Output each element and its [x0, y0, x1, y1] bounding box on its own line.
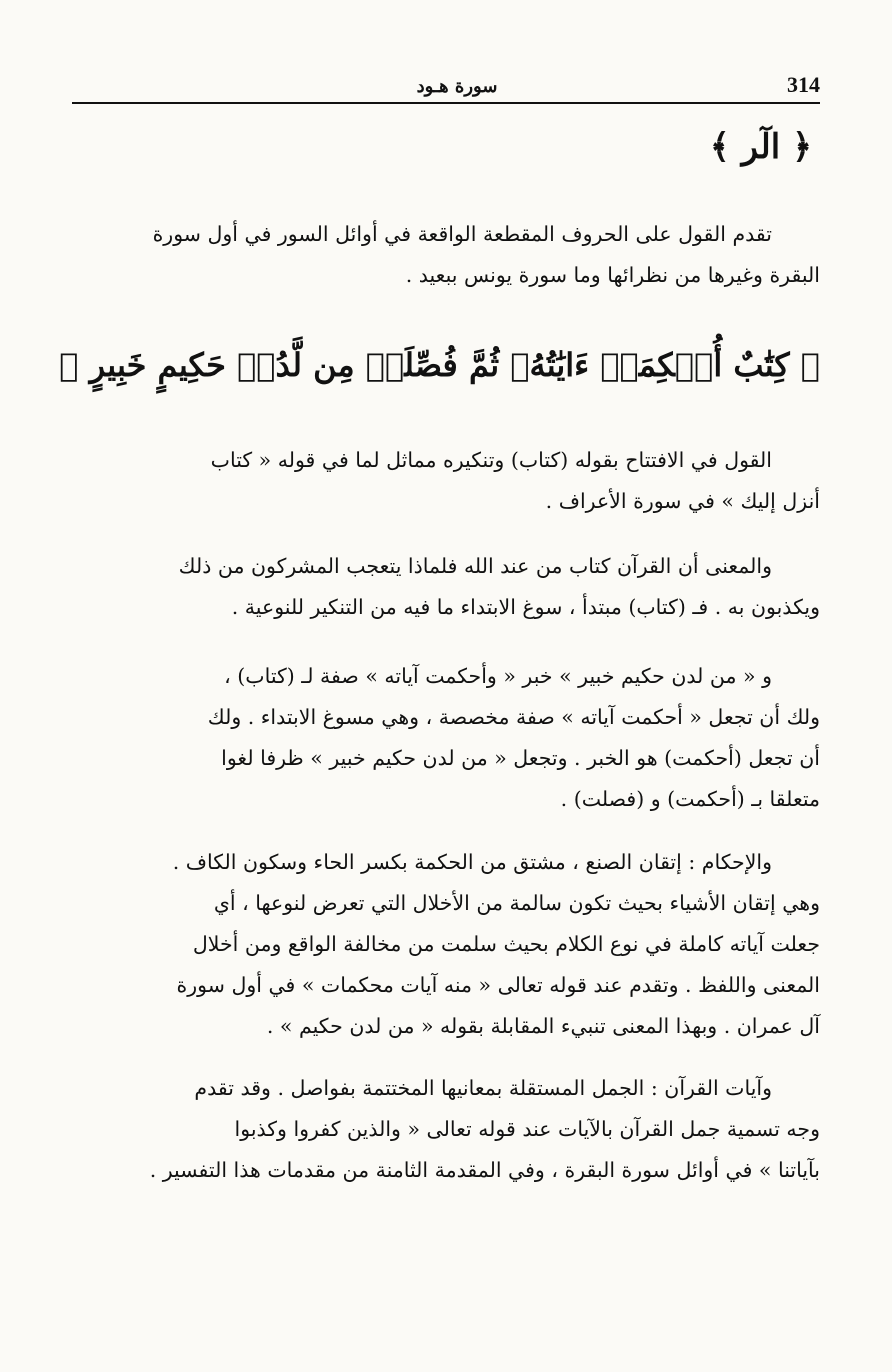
paragraph-line: ويكذبون به . فـ (كتاب) مبتدأ ، سوغ الابتداء ما فيه من التنكير للنوعية . [231, 595, 820, 619]
paragraph-ayat [72, 1068, 820, 1191]
page-header [72, 68, 820, 104]
paragraph-grammar [72, 656, 820, 820]
paragraph-muqattaat [72, 214, 820, 296]
paragraph-line: جعلت آياته كاملة في نوع الكلام بحيث سلمت من مخالفة الواقع ومن أخلال [192, 932, 820, 956]
paragraph-line: وآيات القرآن : الجمل المستقلة بمعانيها المختتمة بفواصل . وقد تقدم [194, 1076, 772, 1100]
paragraph-line: والإحكام : إتقان الصنع ، مشتق من الحكمة بكسر الحاء وسكون الكاف . [172, 850, 772, 874]
paragraph-line: تقدم القول على الحروف المقطعة الواقعة في أوائل السور في أول سورة [152, 222, 772, 246]
paragraph-line: أنزل إليك » في سورة الأعراف . [545, 489, 820, 513]
paragraph-line: بآياتنا » في أوائل سورة البقرة ، وفي المقدمة الثامنة من مقدمات هذا التفسير . [149, 1158, 820, 1182]
paragraph-opening [72, 440, 820, 522]
paragraph-line: البقرة وغيرها من نظرائها وما سورة يونس ببعيد . [405, 263, 820, 287]
paragraph-line: المعنى واللفظ . وتقدم عند قوله تعالى « منه آيات محكمات » في أول سورة [176, 973, 820, 997]
paragraph-line: آل عمران . وبهذا المعنى تنبيء المقابلة بقوله « من لدن حكيم » . [266, 1014, 820, 1038]
running-title: سورة هـود [416, 76, 498, 97]
paragraph-ihkam [72, 842, 820, 1047]
paragraph-line: وجه تسمية جمل القرآن بالآيات عند قوله تعالى « والذين كفروا وكذبوا [234, 1117, 820, 1141]
paragraph-line: ولك أن تجعل « أحكمت آياته » صفة مخصصة ، وهي مسوغ الابتداء . ولك [207, 705, 820, 729]
paragraph-line: متعلقا بـ (أحكمت) و (فصلت) . [560, 787, 820, 811]
quran-verse-kitab: ﴿ كِتَٰبٌ أُحۡكِمَتۡ ءَايَٰتُهُۥ ثُمَّ فُصِّلَتۡ مِن لَّدُنۡ حَكِيمٍ خَبِيرٍ ﴾ [59, 346, 820, 384]
paragraph-line: و « من لدن حكيم خبير » خبر « وأحكمت آياته » صفة لـ (كتاب) ، [224, 664, 772, 688]
paragraph-line: القول في الافتتاح بقوله (كتاب) وتنكيره مماثل لما في قوله « كتاب [210, 448, 772, 472]
paragraph-line: وهي إتقان الأشياء بحيث تكون سالمة من الأخلال التي تعرض لنوعها ، أي [213, 891, 820, 915]
quran-verse-alif-lam-ra: ﴿ الٓر ﴾ [709, 127, 812, 167]
page-number: 314 [787, 72, 820, 97]
paragraph-meaning [72, 546, 820, 628]
paragraph-line: والمعنى أن القرآن كتاب من عند الله فلماذا يتعجب المشركون من ذلك [178, 554, 772, 578]
paragraph-line: أن تجعل (أحكمت) هو الخبر . وتجعل « من لدن حكيم خبير » ظرفا لغوا [221, 746, 820, 770]
